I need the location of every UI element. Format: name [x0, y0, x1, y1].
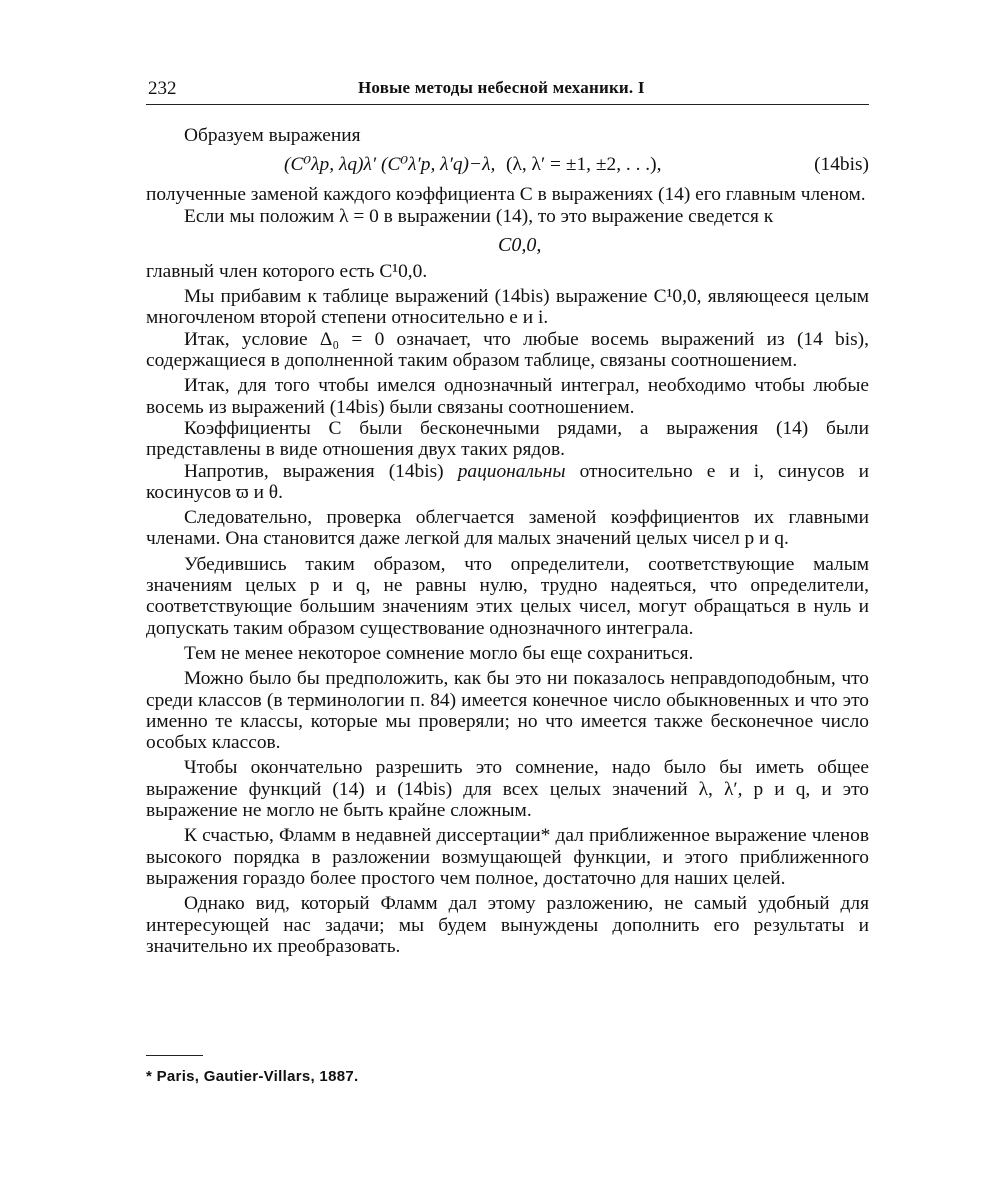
paragraph: Если мы положим λ = 0 в выражении (14), то это выражение сведется к	[184, 205, 774, 227]
paragraph: Коэффициенты C были бесконечными рядами, а выражения (14) были представлены в виде отношения двух таких рядов.	[146, 417, 869, 461]
equation-c00-expression: C0,0,	[498, 233, 542, 256]
paragraph: Итак, для того чтобы имелся однозначный интеграл, необходимо чтобы любые восемь из выражений (14bis) были связаны соотношением.	[146, 375, 869, 418]
paragraph: полученные заменой каждого коэффициента C в выражениях (14) его главным членом.	[146, 184, 866, 206]
equation-number: (14bis)	[814, 154, 869, 176]
paragraph: Можно было бы предположить, как бы это ни показалось неправдоподобным, что среди классов (в терминологии п. 84) имеется конечное число обыкновенных и что это именно те классы, которые мы проверяли; но что имеется также бесконечное число особых классов.	[146, 668, 869, 754]
equation-14bis	[146, 148, 869, 182]
paragraph: Мы прибавим к таблице выражений (14bis) выражение C¹0,0, являющееся целым многочленом второй степени относительно e и i.	[146, 286, 869, 329]
page-header	[146, 70, 869, 105]
paragraph	[146, 461, 869, 504]
paragraph-text: Напротив, выражения (14bis)	[184, 460, 444, 482]
paragraph-text: относительно e и i, синусов и косинусов ϖ и θ.	[146, 460, 869, 503]
book-page	[146, 70, 869, 1170]
running-title: Новые методы небесной механики. I	[358, 78, 645, 97]
main-text	[146, 125, 869, 957]
equation-14bis-range: (λ, λ′ = ±1, ±2, . . .),	[506, 154, 662, 176]
paragraph: Следовательно, проверка облегчается заменой коэффициентов их главными членами. Она становится даже легкой для малых значений целых чисел p и q.	[146, 507, 869, 550]
paragraph: Однако вид, который Фламм дал этому разложению, не самый удобный для интересующей нас задачи; мы будем вынуждены дополнить его результаты и значительно их преобразовать.	[146, 893, 869, 957]
paragraph: К счастью, Фламм в недавней диссертации* дал приближенное выражение членов высокого порядка в разложении возмущающей функции, и этого приближенного выражения гораздо более простого чем полное, достаточно для наших целей.	[146, 825, 869, 889]
page-number: 232	[148, 78, 177, 99]
equation-c00	[146, 227, 869, 261]
paragraph: Чтобы окончательно разрешить это сомнение, надо было бы иметь общее выражение функций (14) и (14bis) для всех целых значений λ, λ′, p и q, и это выражение не могло не быть крайне сложным.	[146, 757, 869, 822]
footnote-divider	[146, 1055, 203, 1056]
paragraph: Убедившись таким образом, что определители, соответствующие малым значениям целых p и q, не равны нулю, трудно надеяться, что определители, соответствующие большим значениям этих целых чисел, могут обращаться в нуль и допускать таким образом существование однозначного интеграла.	[146, 553, 869, 639]
emphasis-text: рациональны	[457, 460, 566, 482]
paragraph-intro: Образуем выражения	[184, 125, 361, 146]
equation-14bis-expression: (C⁰λp, λq)λ′ (C⁰λ′p, λ′q)−λ,	[284, 154, 496, 176]
paragraph: Тем не менее некоторое сомнение могло бы еще сохраниться.	[184, 642, 694, 664]
footnote: * Paris, Gautier-Villars, 1887.	[146, 1068, 359, 1085]
paragraph: главный член которого есть C¹0,0.	[146, 260, 428, 282]
paragraph: Итак, условие Δ₀ = 0 означает, что любые восемь выражений из (14 bis), содержащиеся в дополненной таким образом таблице, связаны соотношением.	[146, 328, 869, 372]
